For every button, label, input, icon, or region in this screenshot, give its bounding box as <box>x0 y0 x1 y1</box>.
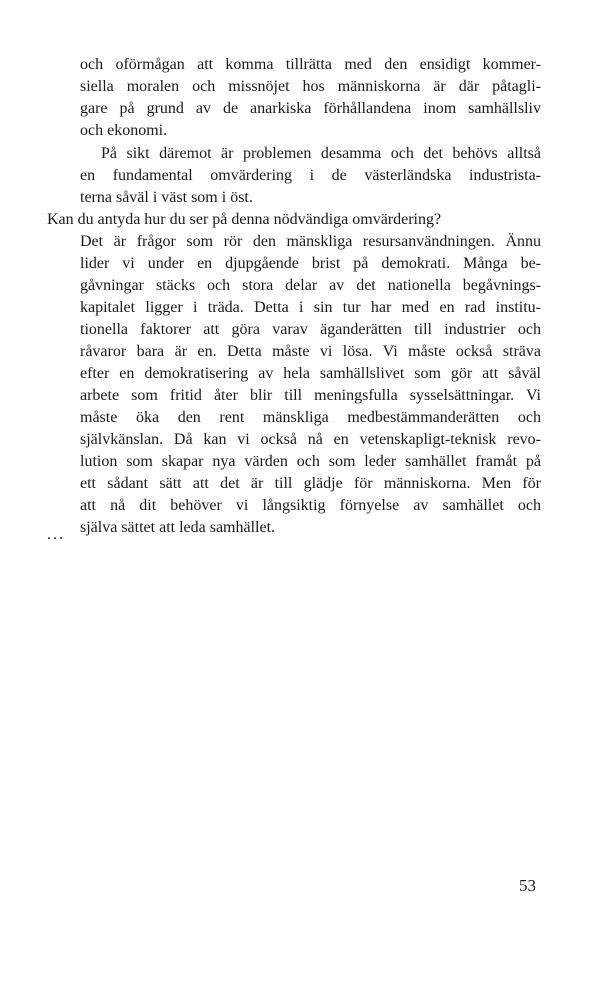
text-line: en fundamental omvärdering i de västerländska industrista- <box>80 167 541 184</box>
text-line: arbete som fritid åter blir till meningsfulla sysselsättningar. Vi <box>80 387 541 404</box>
interview-question: Kan du antyda hur du ser på denna nödvändiga omvärdering? <box>47 211 442 228</box>
text-line: På sikt däremot är problemen desamma och det behövs alltså <box>101 145 541 162</box>
text-line: att nå dit behöver vi långsiktig förnyelse av samhället och <box>80 497 541 514</box>
text-line: efter en demokratisering av hela samhällslivet som gör att såväl <box>80 365 541 382</box>
text-line: gåvningar stäcks och stora delar av det nationella begåvnings- <box>80 277 541 294</box>
text-line: tionella faktorer att göra varav äganderätten till industrier och <box>80 321 541 338</box>
text-line: och oförmågan att komma tillrätta med den ensidigt kommer- <box>80 56 541 73</box>
text-line: själva sättet att leda samhället. <box>80 519 276 536</box>
text-line: och ekonomi. <box>80 122 168 139</box>
text-line: siella moralen och missnöjet hos människorna är där påtagli- <box>80 78 541 95</box>
text-line: Det är frågor som rör den mänskliga resursanvändningen. Ännu <box>80 233 541 250</box>
text-line: lider vi under en djupgående brist på demokrati. Många be- <box>80 255 541 272</box>
text-line: lution som skapar nya värden och som leder samhället framåt på <box>80 453 541 470</box>
text-line: självkänslan. Då kan vi också nå en vetenskapligt-teknisk revo- <box>80 431 541 448</box>
text-line: råvaror bara är en. Detta måste vi lösa. Vi måste också sträva <box>80 343 541 360</box>
page-number: 53 <box>519 876 536 895</box>
text-line: kapitalet ligger i träda. Detta i sin tur har med en rad institu- <box>80 299 541 316</box>
text-line: terna såväl i väst som i öst. <box>80 189 253 206</box>
ellipsis: ... <box>47 526 65 543</box>
text-line: gare på grund av de anarkiska förhållandena inom samhällsliv <box>80 100 541 117</box>
text-line: ett sådant sätt att det är till glädje för människorna. Men för <box>80 475 541 492</box>
text-line: måste öka den rent mänskliga medbestämmanderätten och <box>80 409 541 426</box>
